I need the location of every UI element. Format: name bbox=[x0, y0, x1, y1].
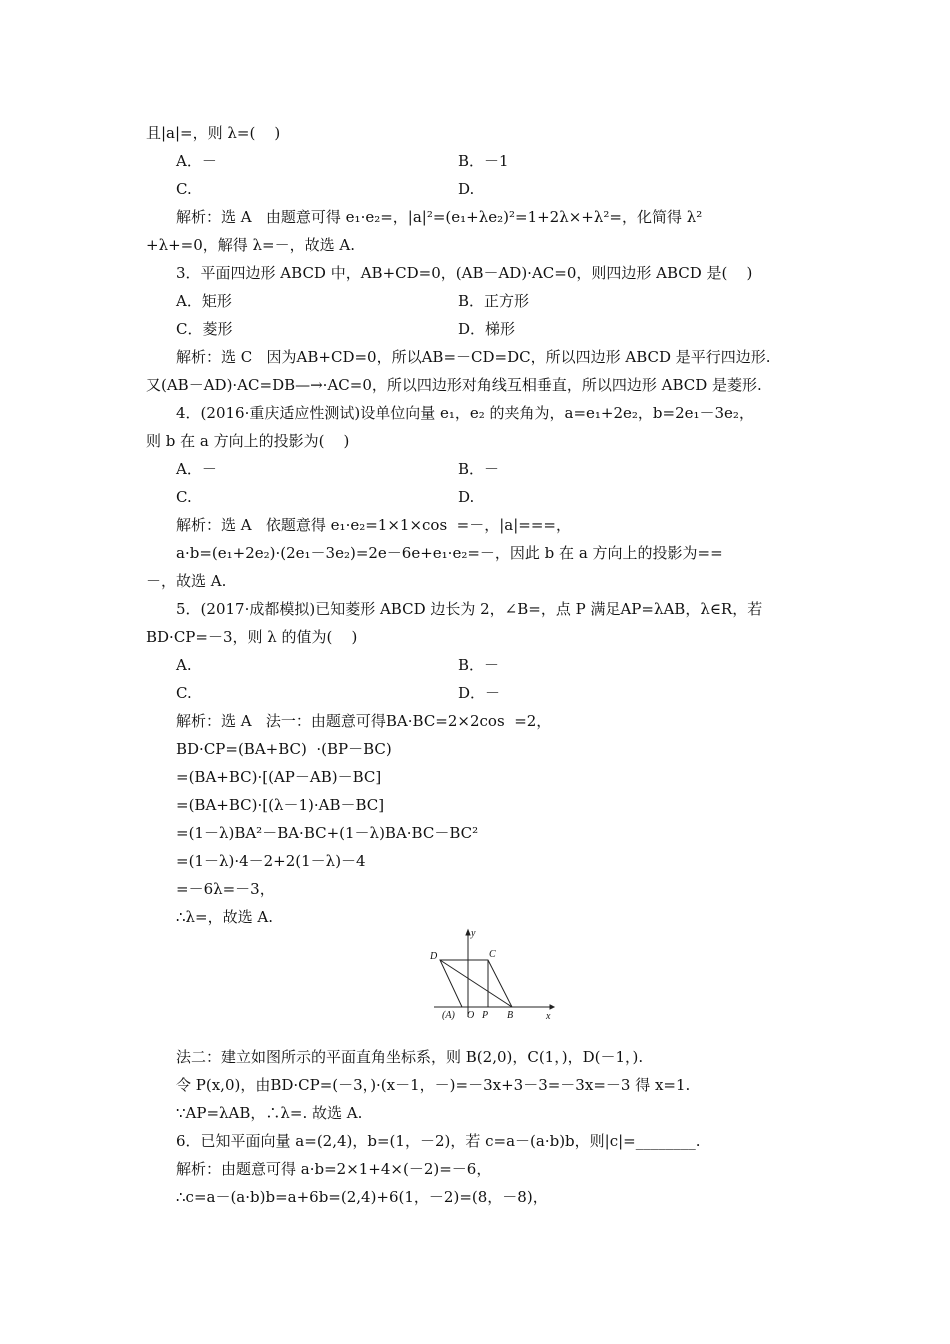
text-line: BD·CP=(BA+BC) ·(BP－BC) bbox=[176, 740, 392, 758]
text-line: =(BA+BC)·[(λ－1)·AB－BC] bbox=[176, 796, 385, 814]
text-line: B．－ bbox=[458, 656, 500, 674]
text-line: D．梯形 bbox=[458, 320, 516, 338]
text-line: －，故选 A. bbox=[146, 572, 227, 590]
text-line: 且|a|=，则 λ=( ) bbox=[146, 124, 281, 142]
text-line: ∵AP=λAB，∴λ=. 故选 A. bbox=[176, 1104, 363, 1122]
text-line: 则 b 在 a 方向上的投影为( ) bbox=[146, 432, 350, 450]
text-line: C. bbox=[176, 488, 192, 506]
text-line: 解析：选 C 因为AB+CD=0，所以AB=－CD=DC，所以四边形 ABCD 是平行四边形. bbox=[176, 348, 771, 366]
text-line: C. bbox=[176, 684, 192, 702]
label-y: y bbox=[471, 928, 476, 939]
text-line: D. bbox=[458, 488, 475, 506]
text-line: 又(AB－AD)·AC=DB—→·AC=0，所以四边形对角线互相垂直，所以四边形 ABCD 是菱形. bbox=[146, 376, 762, 394]
label-C: C bbox=[489, 949, 496, 960]
coordinate-figure bbox=[430, 925, 560, 1020]
label-P: P bbox=[482, 1010, 489, 1020]
text-line: ∴λ=，故选 A. bbox=[176, 908, 273, 926]
label-A: (A) bbox=[442, 1010, 455, 1020]
text-line: 3．平面四边形 ABCD 中，AB+CD=0，(AB－AD)·AC=0，则四边形 ABCD 是( ) bbox=[176, 264, 753, 282]
text-line: a·b=(e₁+2e₂)·(2e₁－3e₂)=2e－6e+e₁·e₂=－，因此 b 在 a 方向上的投影为== bbox=[176, 544, 723, 562]
text-line: B．－ bbox=[458, 460, 500, 478]
label-D: D bbox=[430, 951, 438, 962]
text-line: D．－ bbox=[458, 684, 501, 702]
text-line: ∴c=a－(a·b)b=a+6b=(2,4)+6(1，－2)=(8，－8)， bbox=[176, 1188, 548, 1206]
label-B: B bbox=[507, 1010, 514, 1020]
y-axis-arrow bbox=[466, 930, 470, 935]
text-line: 解析：选 A 依题意得 e₁·e₂=1×1×cos =－，|a|===， bbox=[176, 516, 572, 534]
text-line: 法二：建立如图所示的平面直角坐标系，则 B(2,0)，C(1，)，D(－1，). bbox=[176, 1048, 644, 1066]
text-line: 令 P(x,0)，由BD·CP=(－3，)·(x－1，－)=－3x+3－3=－3x=－3 得 x=1. bbox=[176, 1076, 691, 1094]
text-line: A．矩形 bbox=[176, 292, 232, 310]
text-line: 解析：由题意可得 a·b=2×1+4×(－2)=－6， bbox=[176, 1160, 492, 1178]
text-line: B．正方形 bbox=[458, 292, 530, 310]
text-line: +λ+=0，解得 λ=－，故选 A. bbox=[146, 236, 355, 254]
text-line: =(BA+BC)·[(AP－AB)－BC] bbox=[176, 768, 382, 786]
text-line: 解析：选 A 由题意可得 e₁·e₂=，|a|²=(e₁+λe₂)²=1+2λ×+λ²=，化简得 λ² bbox=[176, 208, 703, 226]
text-line: A．－ bbox=[176, 460, 217, 478]
label-O: O bbox=[467, 1010, 475, 1020]
text-line: B．－1 bbox=[458, 152, 509, 170]
text-line: 解析：选 A 法一：由题意可得BA·BC=2×2cos =2， bbox=[176, 712, 552, 730]
text-line: A. bbox=[176, 656, 192, 674]
text-line: =(1－λ)BA²－BA·BC+(1－λ)BA·BC－BC² bbox=[176, 824, 479, 842]
text-line: 4．(2016·重庆适应性测试)设单位向量 e₁，e₂ 的夹角为，a=e₁+2e₂，b=2e₁－3e₂， bbox=[176, 404, 754, 422]
text-line: C. bbox=[176, 180, 192, 198]
text-line: =－6λ=－3， bbox=[176, 880, 275, 898]
text-line: D. bbox=[458, 180, 475, 198]
text-line: C．菱形 bbox=[176, 320, 233, 338]
text-line: 5．(2017·成都模拟)已知菱形 ABCD 边长为 2，∠B=，点 P 满足AP=λAB，λ∈R，若 bbox=[176, 600, 763, 618]
text-line: A．－ bbox=[176, 152, 217, 170]
label-x: x bbox=[546, 1011, 551, 1020]
text-line: 6．已知平面向量 a=(2,4)，b=(1，－2)，若 c=a－(a·b)b，则|c|=________. bbox=[176, 1132, 701, 1150]
x-axis-arrow bbox=[550, 1005, 554, 1009]
text-line: =(1－λ)·4－2+2(1－λ)－4 bbox=[176, 852, 366, 870]
text-line: BD·CP=－3，则 λ 的值为( ) bbox=[146, 628, 358, 646]
